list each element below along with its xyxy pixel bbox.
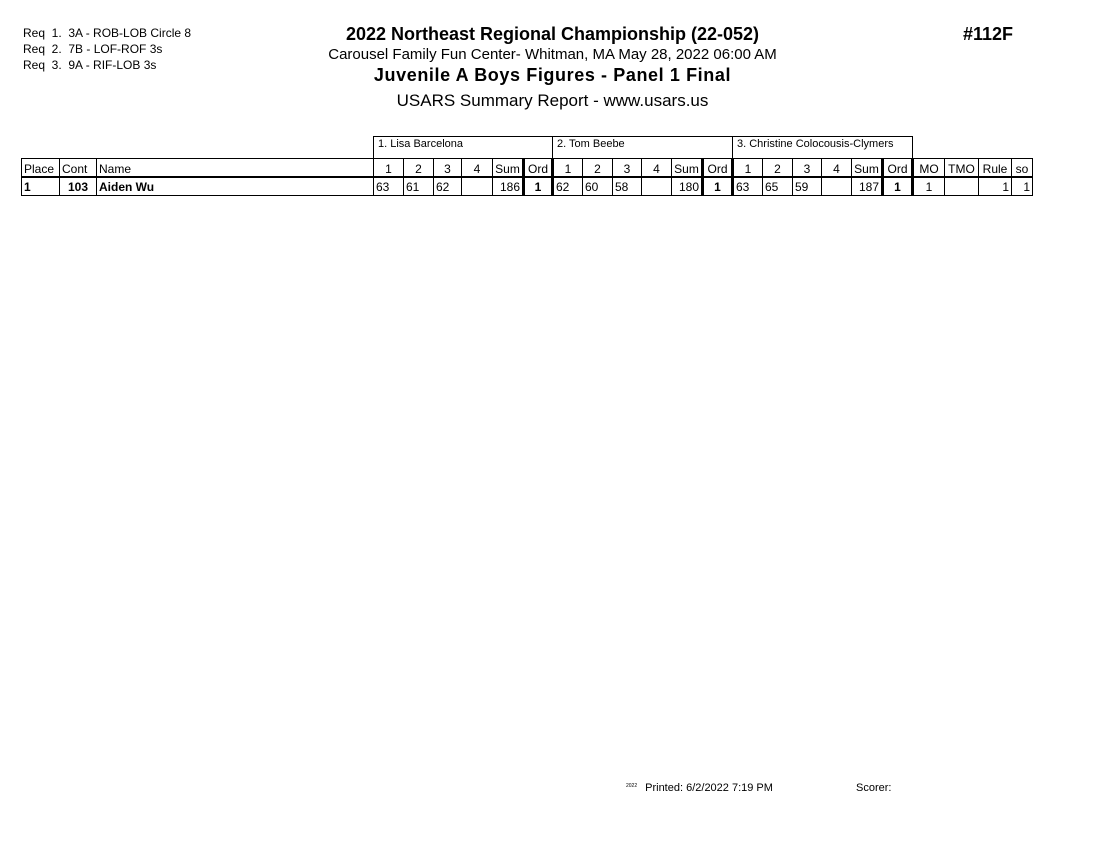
- column-header-row: [22, 159, 1033, 178]
- row-j2-s2: 60: [583, 177, 613, 196]
- col-j1-sum: Sum: [493, 159, 524, 178]
- row-place: 1: [22, 177, 60, 196]
- col-j3-sum: Sum: [852, 159, 883, 178]
- row-so: 1: [1012, 177, 1033, 196]
- table-row: [22, 177, 1033, 196]
- col-so: so: [1012, 159, 1033, 178]
- col-j1-fig1: 1: [374, 159, 404, 178]
- col-mo: MO: [913, 159, 945, 178]
- col-j3-fig4: 4: [822, 159, 852, 178]
- row-rule: 1: [979, 177, 1012, 196]
- judge-header-row: [22, 137, 1033, 159]
- row-j2-s3: 58: [613, 177, 642, 196]
- venue-date: Carousel Family Fun Center- Whitman, MA May 28, 2022 06:00 AM: [328, 46, 777, 63]
- row-mo: 1: [913, 177, 945, 196]
- row-tmo: [945, 177, 979, 196]
- report-title: USARS Summary Report - www.usars.us: [396, 91, 709, 110]
- col-j1-fig2: 2: [404, 159, 434, 178]
- requirement-1: Req 1. 3A - ROB-LOB Circle 8: [23, 26, 192, 40]
- row-j3-sum: 187: [852, 177, 883, 196]
- row-cont: 103: [60, 177, 97, 196]
- results-table: [21, 136, 1033, 196]
- row-j2-s4: [642, 177, 672, 196]
- row-j3-s2: 65: [763, 177, 793, 196]
- row-j1-s4: [462, 177, 493, 196]
- col-rule: Rule: [979, 159, 1012, 178]
- col-j1-fig3: 3: [434, 159, 462, 178]
- event-number: #112F: [963, 24, 1014, 44]
- requirement-3: Req 3. 9A - RIF-LOB 3s: [23, 58, 157, 72]
- col-j3-fig3: 3: [793, 159, 822, 178]
- col-place: Place: [22, 159, 60, 178]
- printed-footer: [626, 782, 773, 794]
- col-j2-sum: Sum: [672, 159, 703, 178]
- row-j2-s1: 62: [553, 177, 583, 196]
- judge-3-name: 3. Christine Colocousis-Clymers: [733, 137, 913, 159]
- col-cont: Cont: [60, 159, 97, 178]
- col-j2-ord: Ord: [703, 159, 733, 178]
- col-j2-fig2: 2: [583, 159, 613, 178]
- col-j3-fig1: 1: [733, 159, 763, 178]
- col-j1-ord: Ord: [524, 159, 553, 178]
- row-j1-s1: 63: [374, 177, 404, 196]
- col-j3-fig2: 2: [763, 159, 793, 178]
- col-j2-fig1: 1: [553, 159, 583, 178]
- row-j1-sum: 186: [493, 177, 524, 196]
- row-j2-sum: 180: [672, 177, 703, 196]
- col-j2-fig3: 3: [613, 159, 642, 178]
- requirements-list: [23, 25, 191, 73]
- row-j1-s3: 62: [434, 177, 462, 196]
- judge-1-name: 1. Lisa Barcelona: [374, 137, 553, 159]
- event-title: Juvenile A Boys Figures - Panel 1 Final: [373, 65, 732, 85]
- col-j3-ord: Ord: [883, 159, 913, 178]
- footer-code: 2022: [626, 783, 638, 789]
- row-j3-s4: [822, 177, 852, 196]
- row-name: Aiden Wu: [97, 177, 374, 196]
- judge-2-name: 2. Tom Beebe: [553, 137, 733, 159]
- competition-title: 2022 Northeast Regional Championship (22-052): [345, 24, 760, 44]
- row-j3-ord: 1: [883, 177, 913, 196]
- col-j1-fig4: 4: [462, 159, 493, 178]
- col-tmo: TMO: [945, 159, 979, 178]
- row-j3-s1: 63: [733, 177, 763, 196]
- col-name: Name: [97, 159, 374, 178]
- row-j2-ord: 1: [703, 177, 733, 196]
- col-j2-fig4: 4: [642, 159, 672, 178]
- scorer-label: Scorer:: [856, 782, 892, 794]
- row-j3-s3: 59: [793, 177, 822, 196]
- row-j1-s2: 61: [404, 177, 434, 196]
- printed-timestamp: Printed: 6/2/2022 7:19 PM: [645, 782, 773, 794]
- requirement-2: Req 2. 7B - LOF-ROF 3s: [23, 42, 163, 56]
- row-j1-ord: 1: [524, 177, 553, 196]
